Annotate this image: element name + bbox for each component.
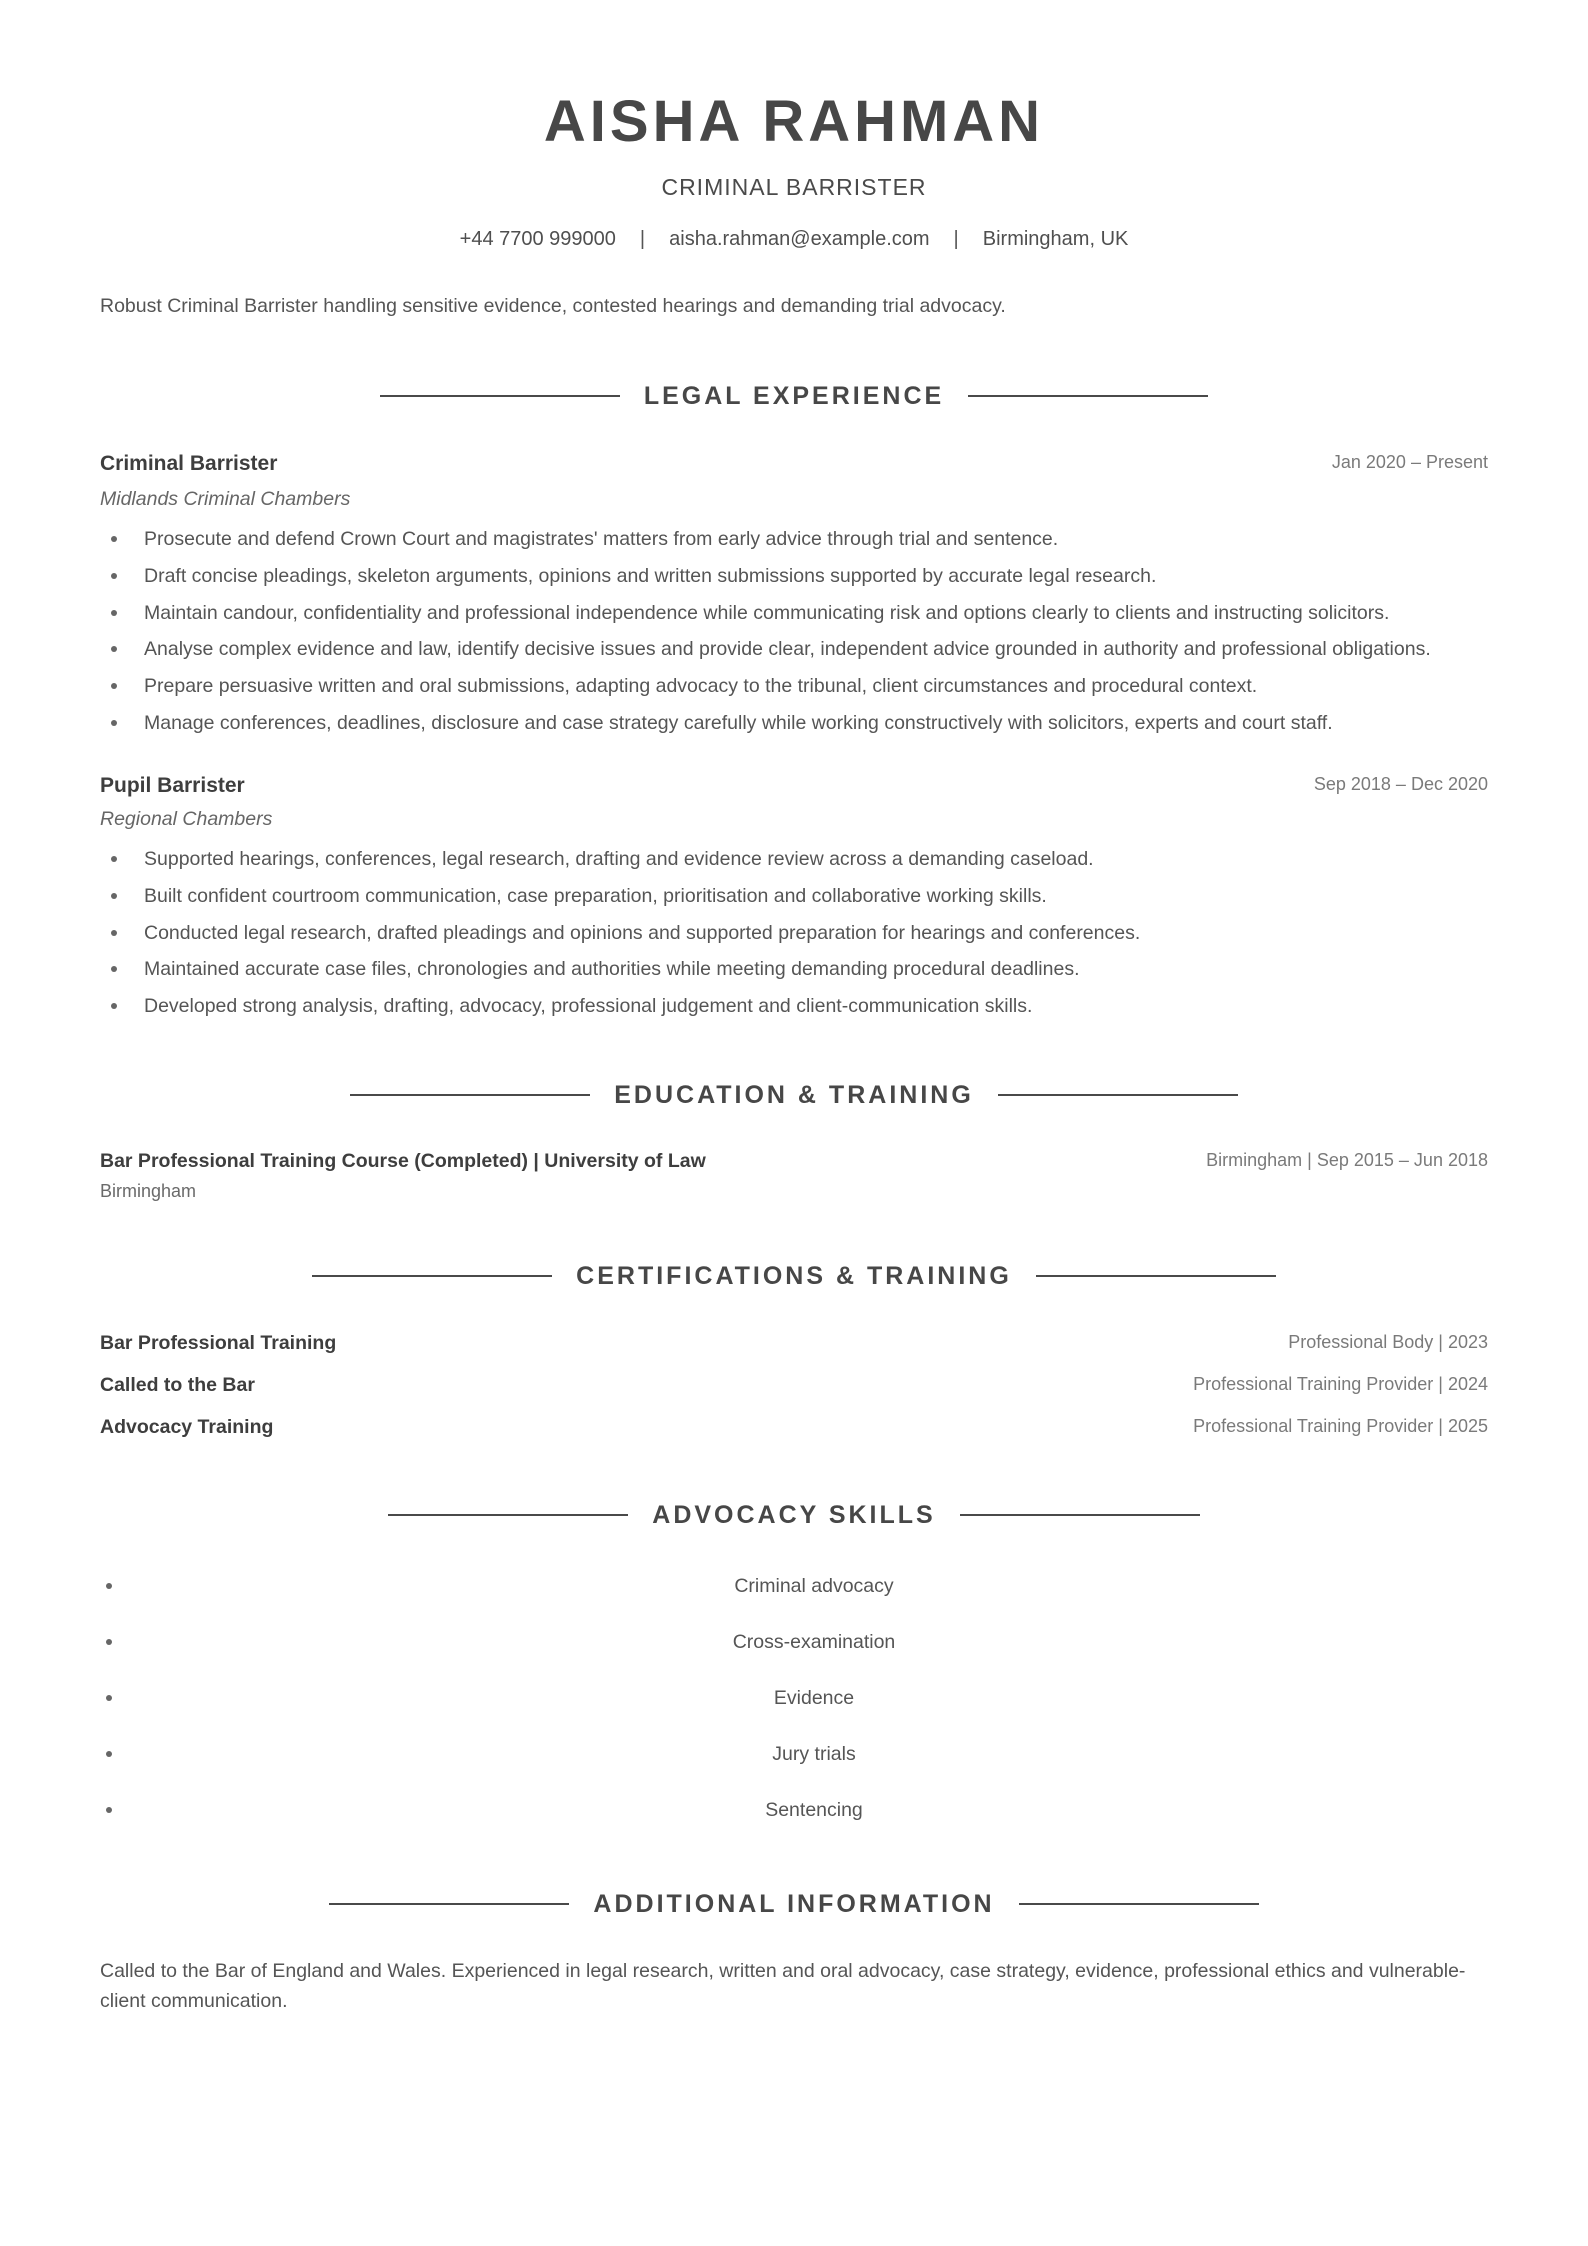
list-item	[100, 668, 1500, 705]
certification-name: Advocacy Training	[100, 1416, 274, 1438]
bullet-icon	[111, 720, 117, 726]
bullet-text: Supported hearings, conferences, legal research, drafting and evidence review across a demanding caseload.	[144, 848, 1094, 870]
bullet-text: Conducted legal research, drafted pleadings and opinions and supported preparation for hearings and conferences.	[144, 921, 1141, 944]
bullet-icon	[106, 1639, 112, 1645]
job-title: Criminal Barrister	[100, 452, 278, 475]
list-item	[100, 631, 1500, 668]
bullet-text: Maintain candour, confidentiality and professional independence while communicating risk and options clearly to clients and instructing solicitors.	[144, 601, 1390, 624]
list-item	[100, 841, 1500, 878]
education-title: Bar Professional Training Course (Completed) | University of Law	[100, 1150, 706, 1172]
divider	[388, 1514, 628, 1516]
section-heading-additional	[0, 1886, 1588, 1922]
list-item	[100, 878, 1500, 915]
divider	[1019, 1903, 1259, 1905]
bullet-icon	[111, 1003, 117, 1009]
section-label: ADVOCACY SKILLS	[652, 1500, 936, 1529]
list-item	[100, 1782, 1488, 1838]
education-location: Birmingham	[100, 1181, 197, 1201]
email: aisha.rahman@example.com	[669, 228, 930, 250]
list-item	[100, 1614, 1488, 1670]
bullet-text: Prosecute and defend Crown Court and magistrates' matters from early advice through trial and sentence.	[144, 528, 1059, 550]
separator: |	[639, 228, 646, 250]
bullet-icon	[111, 966, 117, 972]
skill-text: Cross-examination	[732, 1631, 896, 1653]
divider	[350, 1094, 590, 1096]
section-heading-skills	[0, 1497, 1588, 1533]
bullet-icon	[111, 893, 117, 899]
skill-text: Criminal advocacy	[734, 1575, 894, 1597]
certification-detail: Professional Body | 2023	[1288, 1332, 1488, 1352]
certification-detail: Professional Training Provider | 2025	[1193, 1416, 1488, 1436]
section-label: CERTIFICATIONS & TRAINING	[576, 1261, 1012, 1290]
divider	[1036, 1275, 1276, 1277]
job-organisation: Regional Chambers	[100, 808, 273, 830]
divider	[312, 1275, 552, 1277]
certification-name: Called to the Bar	[100, 1374, 255, 1396]
bullet-text: Developed strong analysis, drafting, advocacy, professional judgement and client-communication skills.	[144, 995, 1033, 1018]
list-item	[100, 595, 1500, 632]
job-bullets	[100, 521, 1500, 742]
skill-text: Evidence	[773, 1687, 855, 1709]
section-heading-education	[0, 1077, 1588, 1113]
bullet-icon	[111, 930, 117, 936]
job-dates: Sep 2018 – Dec 2020	[1313, 774, 1488, 794]
bullet-text: Manage conferences, deadlines, disclosure and case strategy carefully while working constructively with solicitors, experts and court staff.	[144, 711, 1333, 734]
divider	[998, 1094, 1238, 1096]
bullet-icon	[111, 610, 117, 616]
bullet-icon	[106, 1583, 112, 1589]
bullet-icon	[106, 1807, 112, 1813]
bullet-icon	[111, 536, 117, 542]
section-label: EDUCATION & TRAINING	[614, 1080, 974, 1109]
list-item	[100, 1670, 1488, 1726]
divider	[960, 1514, 1200, 1516]
bullet-text: Analyse complex evidence and law, identify decisive issues and provide clear, independent advice grounded in authority and professional obligations.	[144, 638, 1431, 661]
list-item	[100, 1726, 1488, 1782]
job-organisation: Midlands Criminal Chambers	[100, 488, 351, 510]
section-heading-certifications	[0, 1258, 1588, 1294]
divider	[380, 395, 620, 397]
contact-line	[0, 228, 1588, 251]
section-heading-experience	[0, 378, 1588, 414]
list-item	[100, 521, 1500, 558]
list-item	[100, 558, 1500, 595]
phone: +44 7700 999000	[459, 228, 616, 250]
bullet-icon	[111, 856, 117, 862]
job-dates: Jan 2020 – Present	[1331, 452, 1488, 472]
education-dates: Birmingham | Sep 2015 – Jun 2018	[1206, 1150, 1488, 1170]
list-item	[100, 988, 1500, 1025]
job-bullets	[100, 841, 1500, 1025]
list-item	[100, 951, 1500, 988]
section-label: ADDITIONAL INFORMATION	[593, 1889, 995, 1918]
bullet-icon	[106, 1695, 112, 1701]
list-item	[100, 915, 1500, 952]
certification-name: Bar Professional Training	[100, 1332, 337, 1354]
list-item	[100, 705, 1500, 742]
bullet-text: Prepare persuasive written and oral submissions, adapting advocacy to the tribunal, client circumstances and procedural context.	[144, 675, 1258, 698]
bullet-text: Draft concise pleadings, skeleton arguments, opinions and written submissions supported by accurate legal research.	[144, 564, 1157, 587]
additional-information: Called to the Bar of England and Wales. Experienced in legal research, written and oral advocacy, case strategy, evidence, professional ethics and vulnerable-client communication.	[100, 1960, 1466, 2012]
candidate-name: AISHA RAHMAN	[543, 89, 1045, 154]
skill-text: Jury trials	[772, 1743, 856, 1765]
certification-detail: Professional Training Provider | 2024	[1193, 1374, 1488, 1394]
bullet-icon	[111, 646, 117, 652]
job-title: Pupil Barrister	[100, 774, 245, 797]
summary: Robust Criminal Barrister handling sensitive evidence, contested hearings and demanding trial advocacy.	[100, 295, 1006, 317]
skills-list	[100, 1558, 1488, 1838]
bullet-icon	[106, 1751, 112, 1757]
divider	[329, 1903, 569, 1905]
divider	[968, 395, 1208, 397]
location: Birmingham, UK	[982, 228, 1129, 250]
list-item	[100, 1558, 1488, 1614]
skill-text: Sentencing	[765, 1799, 863, 1821]
bullet-text: Built confident courtroom communication, case preparation, prioritisation and collaborative working skills.	[144, 884, 1047, 907]
bullet-icon	[111, 683, 117, 689]
bullet-text: Maintained accurate case files, chronologies and authorities while meeting demanding procedural deadlines.	[144, 958, 1080, 981]
bullet-icon	[111, 573, 117, 579]
job-title-heading: CRIMINAL BARRISTER	[661, 174, 927, 200]
section-label: LEGAL EXPERIENCE	[643, 381, 945, 410]
separator: |	[953, 228, 959, 250]
